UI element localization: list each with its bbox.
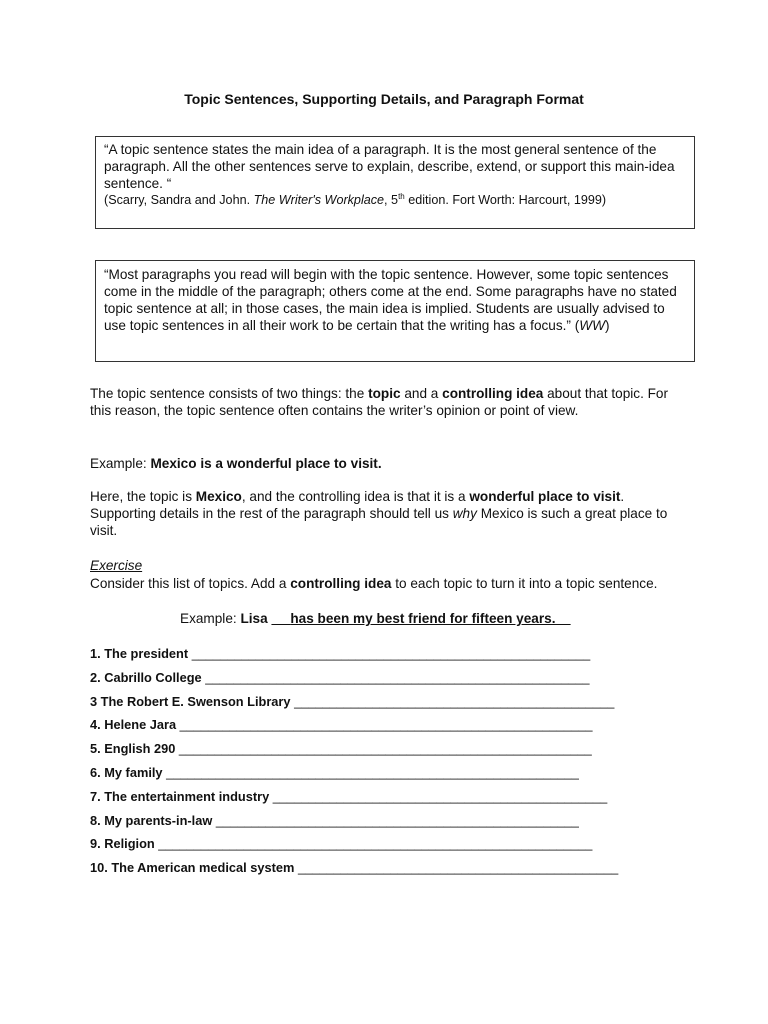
page-title: Topic Sentences, Supporting Details, and Paragraph Format xyxy=(184,91,584,107)
answer-blank[interactable]: _____________________________________________________________ xyxy=(154,836,593,852)
answer-blank[interactable]: __________________________________________________________ xyxy=(176,717,593,733)
exercise-item-label: 3 The Robert E. Swenson Library xyxy=(90,693,291,709)
exercise-item-label: 10. The American medical system xyxy=(90,860,295,876)
exercise-item-label: 4. Helene Jara xyxy=(90,717,177,733)
answer-blank[interactable]: _____________________________________________ xyxy=(294,860,619,876)
quote-text: “Most paragraphs you read will begin with the topic sentence. However, some topic sentences come in the middle of the paragraph; others come at the end. Some paragraphs have no stated topic sentence at all; in those cases, the main idea is implied. Students are usually advised to use topic sentences in all their work to be certain that the writing has a focus.” (WW) xyxy=(104,267,677,333)
exercise-item xyxy=(90,812,579,829)
exercise-item-label: 9. Religion xyxy=(90,836,155,852)
answer-blank[interactable]: _____________________________________________ xyxy=(290,693,615,709)
exercise-item xyxy=(90,645,590,662)
exercise-heading: Exercise xyxy=(90,558,143,573)
exercise-item xyxy=(90,835,592,852)
exercise-item-label: 6. My family xyxy=(90,765,163,780)
quote-citation: (Scarry, Sandra and John. The Writer's Workplace, 5th edition. Fort Worth: Harcourt, 1999) xyxy=(104,191,607,207)
paragraph-explanation: Here, the topic is Mexico, and the controlling idea is that it is a wonderful place to visit. Supporting details in the rest of the paragraph should tell us why Mexico is such a great place to visit. xyxy=(90,489,668,538)
quote-box-paragraphs xyxy=(95,260,695,362)
answer-blank[interactable]: ___________________________________________________ xyxy=(212,812,579,828)
quote-text: “A topic sentence states the main idea of a paragraph. It is the most general sentence of the paragraph. All the other sentences serve to explain, describe, extend, or support this main-idea sentence. “ xyxy=(104,142,675,191)
answer-blank[interactable]: ________________________________________________________ xyxy=(188,646,591,661)
exercise-item-label: 7. The entertainment industry xyxy=(90,788,270,804)
exercise-item-label: 1. The president xyxy=(90,646,189,661)
answer-blank[interactable]: _______________________________________________ xyxy=(269,788,608,804)
exercise-example: Example: Lisa has been my best friend for fifteen years. xyxy=(180,611,556,626)
exercise-item xyxy=(90,788,607,805)
answer-blank[interactable]: __________________________________________________________ xyxy=(162,765,579,780)
exercise-item xyxy=(90,764,579,781)
answer-blank[interactable]: __________________________________________________________ xyxy=(175,741,592,757)
paragraph-topic-sentence: The topic sentence consists of two things: the topic and a controlling idea about that topic. For this reason, the topic sentence often contains the writer’s opinion or point of view. xyxy=(90,386,669,418)
exercise-instructions: Consider this list of topics. Add a controlling idea to each topic to turn it into a topic sentence. xyxy=(90,576,658,591)
exercise-item xyxy=(90,740,592,757)
exercise-item xyxy=(90,693,614,710)
exercise-item-label: 8. My parents-in-law xyxy=(90,812,213,828)
exercise-item xyxy=(90,716,592,733)
exercise-item-label: 5. English 290 xyxy=(90,741,176,757)
exercise-item-label: 2. Cabrillo College xyxy=(90,669,202,685)
exercise-item xyxy=(90,859,618,876)
example-sentence: Example: Mexico is a wonderful place to visit. xyxy=(90,456,382,471)
answer-blank[interactable]: ______________________________________________________ xyxy=(201,669,590,685)
quote-box-topic-sentence xyxy=(95,136,695,229)
exercise-item xyxy=(90,669,590,686)
